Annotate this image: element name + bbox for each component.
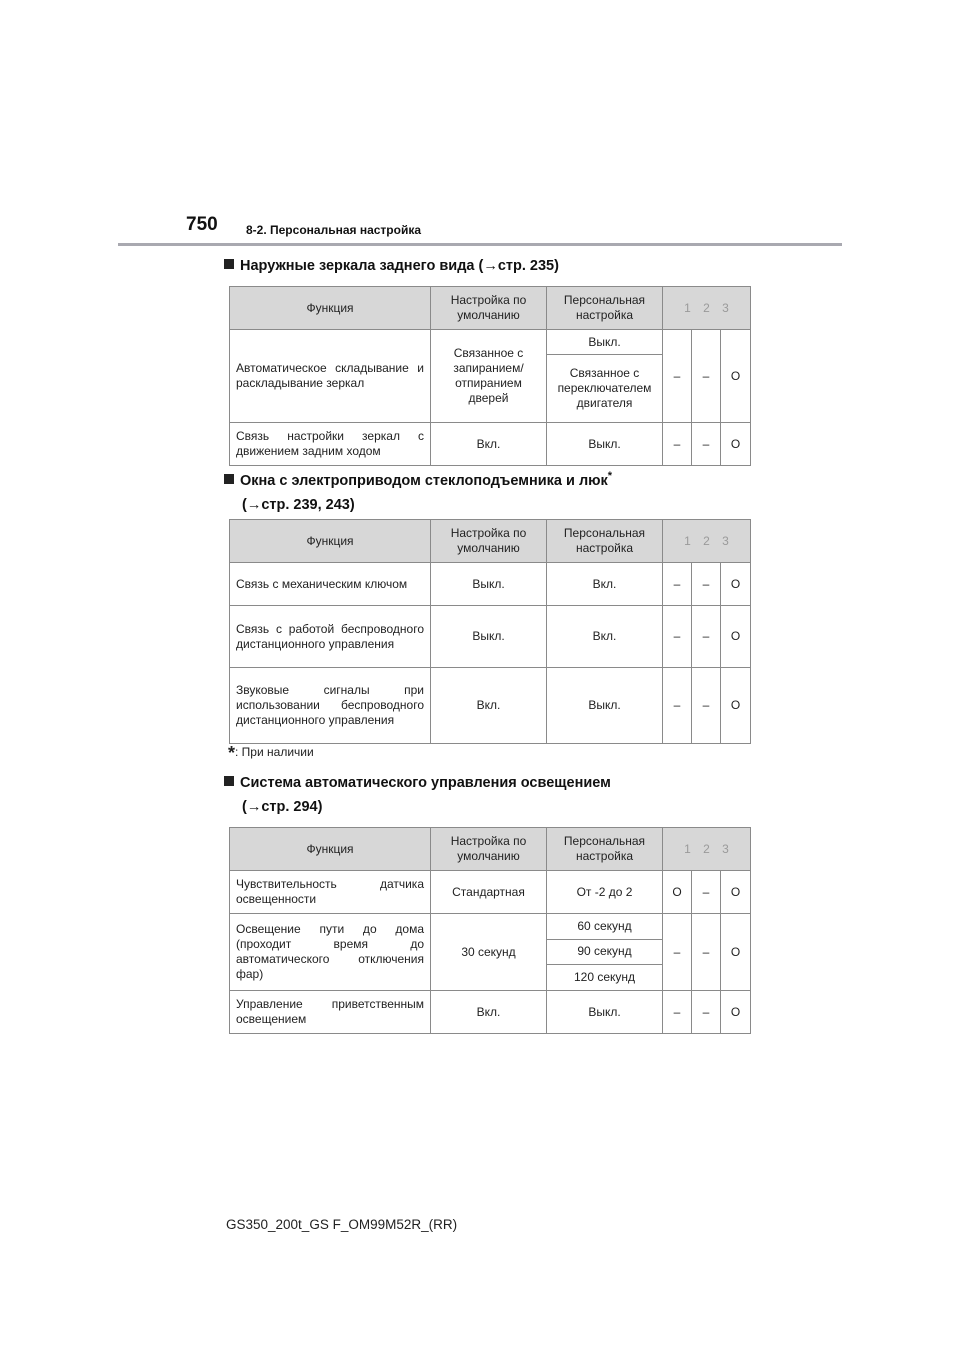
function-cell: Освещение пути до дома (проходит время до автоматического отключения фар) [230,914,431,991]
mode3-cell: O [721,871,751,914]
option-cell: Выкл. [547,423,663,466]
option-cell: 120 секунд [547,965,663,991]
function-cell: Автоматическое складывание и раскладывание зеркал [230,330,431,423]
table-row [230,606,751,668]
mode1-cell: – [663,330,692,423]
default-cell: Стандартная [431,871,547,914]
mode2-cell: – [692,423,721,466]
circled-one-icon: 1 [684,533,691,548]
mode3-cell: O [721,563,751,606]
page-number: 750 [186,214,218,235]
circled-one-icon: 1 [684,300,691,315]
option-cell: Вкл. [547,606,663,668]
mode3-cell: O [721,606,751,668]
default-cell: Связанное с запиранием/ отпиранием дверей [431,330,547,423]
option-cell: Выкл. [547,668,663,744]
table-row [230,330,751,355]
option-cell: Выкл. [547,991,663,1034]
option-cell: Связанное с переключателем двигателя [547,355,663,423]
table-row [230,423,751,466]
col-modes [663,828,751,871]
col-personal: Персональная настройка [547,828,663,871]
table-header-row [230,828,751,871]
default-cell: Выкл. [431,563,547,606]
footnote-star: * [607,470,613,482]
mode1-cell: – [663,423,692,466]
mode2-cell: – [692,606,721,668]
table-lighting [229,827,751,1034]
function-cell: Звуковые сигналы при использовании беспроводного дистанционного управления [230,668,431,744]
option-cell: Выкл. [547,330,663,355]
circled-one-icon: 1 [684,841,691,856]
mode3-cell: O [721,914,751,991]
circled-two-icon: 2 [703,533,710,548]
function-cell: Связь с механическим ключом [230,563,431,606]
option-cell: Вкл. [547,563,663,606]
heading-text: Система автоматического управления освещением [240,775,611,791]
table-windows [229,519,751,744]
square-bullet-icon [224,259,234,269]
footer-code: GS350_200t_GS F_OM99M52R_(RR) [226,1217,458,1232]
option-cell: 90 секунд [547,939,663,965]
mode1-cell: – [663,991,692,1034]
option-cell: От -2 до 2 [547,871,663,914]
footnote-star: * [228,743,236,763]
table-row [230,991,751,1034]
heading-text: Окна с электроприводом стеклоподъемника и люк [240,472,608,489]
mode3-cell: O [721,991,751,1034]
heading-text: Наружные зеркала заднего вида (→стр. 235) [240,258,559,274]
col-modes [663,287,751,330]
heading-windows [224,464,612,517]
footnote [228,743,314,764]
default-cell: Выкл. [431,606,547,668]
circled-two-icon: 2 [703,300,710,315]
table-mirrors [229,286,751,466]
mode2-cell: – [692,668,721,744]
mode1-cell: – [663,914,692,991]
option-cell: 60 секунд [547,914,663,940]
mode2-cell: – [692,871,721,914]
col-modes [663,520,751,563]
circled-two-icon: 2 [703,841,710,856]
col-function: Функция [230,828,431,871]
heading-page-ref: (→стр. 239, 243) [242,496,355,513]
table-row [230,914,751,940]
mode1-cell: – [663,606,692,668]
circled-three-icon: 3 [722,533,729,548]
mode1-cell: – [663,668,692,744]
col-default: Настройка по умолчанию [431,287,547,330]
square-bullet-icon [224,474,234,484]
col-default: Настройка по умолчанию [431,828,547,871]
square-bullet-icon [224,776,234,786]
function-cell: Управление приветственным освещением [230,991,431,1034]
heading-page-ref: (→стр. 294) [242,799,323,815]
table-row [230,871,751,914]
function-cell: Чувствительность датчика освещенности [230,871,431,914]
table-header-row [230,520,751,563]
mode1-cell: – [663,563,692,606]
heading-mirrors [224,254,559,278]
col-default: Настройка по умолчанию [431,520,547,563]
default-cell: Вкл. [431,423,547,466]
col-personal: Персональная настройка [547,287,663,330]
col-function: Функция [230,287,431,330]
mode3-cell: O [721,330,751,423]
default-cell: Вкл. [431,991,547,1034]
mode2-cell: – [692,914,721,991]
default-cell: Вкл. [431,668,547,744]
mode3-cell: O [721,668,751,744]
mode3-cell: O [721,423,751,466]
function-cell: Связь настройки зеркал с движением задним ходом [230,423,431,466]
section-header: 8-2. Персональная настройка [246,223,422,237]
table-header-row [230,287,751,330]
mode2-cell: – [692,330,721,423]
circled-three-icon: 3 [722,300,729,315]
heading-lighting [224,771,611,819]
col-personal: Персональная настройка [547,520,663,563]
col-function: Функция [230,520,431,563]
mode1-cell: O [663,871,692,914]
header-rule [118,243,842,246]
default-cell: 30 секунд [431,914,547,991]
mode2-cell: – [692,563,721,606]
function-cell: Связь с работой беспроводного дистанционного управления [230,606,431,668]
table-row [230,563,751,606]
circled-three-icon: 3 [722,841,729,856]
footnote-text: : При наличии [235,745,314,759]
mode2-cell: – [692,991,721,1034]
table-row [230,668,751,744]
